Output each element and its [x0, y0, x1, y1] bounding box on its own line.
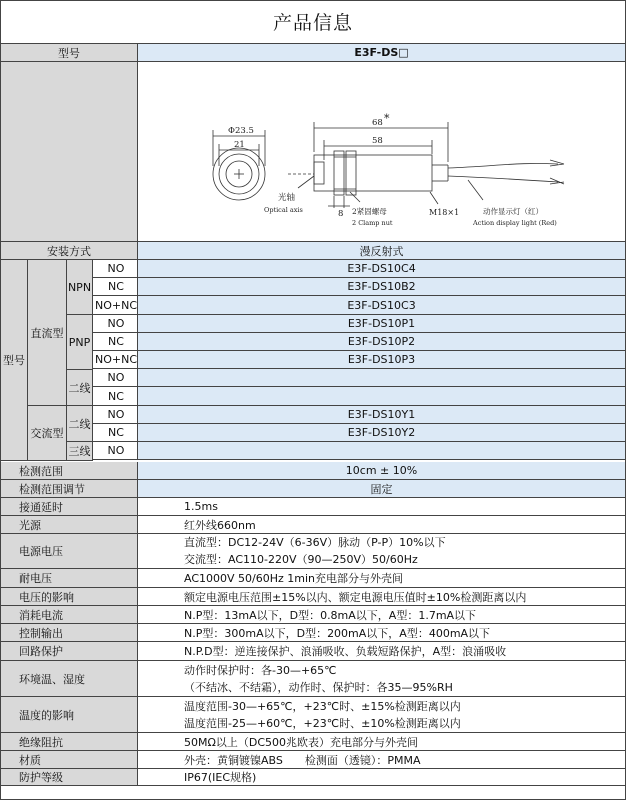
dimension-diagram — [138, 62, 625, 241]
spec-value-line-2: （不结冰、不结霜），动作时、保护时：各35—95%RH — [184, 680, 453, 694]
type-row — [93, 442, 625, 460]
dim-inner: 21 — [234, 140, 245, 150]
spec-label: 环境温、湿度 — [1, 661, 138, 696]
clamp-nut-2 — [346, 151, 356, 195]
type-row — [93, 278, 625, 296]
output-type: NO — [93, 406, 138, 423]
output-type: NO+NC — [95, 353, 138, 366]
type-group-label: 型号 — [1, 260, 28, 461]
model-number: E3F-DS10P2 — [138, 333, 625, 350]
spec-value-line: 红外线660nm — [184, 518, 256, 532]
spec-label: 电压的影响 — [1, 588, 138, 605]
spec-row — [1, 697, 625, 733]
optical-axis-en: Optical axis — [264, 206, 303, 214]
spec-value-line: AC1000V 50/60Hz 1min充电部分与外壳间 — [184, 572, 404, 585]
clamp-nut-cn: 2紧固螺母 — [352, 207, 387, 216]
model-value: E3F-DS□ — [138, 44, 625, 61]
spec-value-line: 外壳：黄铜镀镍ABS 检测面（透镜）：PMMA — [184, 753, 421, 767]
spec-label: 绝缘阻抗 — [1, 733, 138, 750]
spec-label: 材质 — [1, 751, 138, 768]
type-row — [93, 260, 625, 278]
spec-row — [1, 642, 625, 661]
output-type: NC — [93, 278, 138, 295]
spec-label: 防护等级 — [1, 769, 138, 785]
spec-value — [138, 498, 625, 515]
diagram-label-cell — [1, 62, 138, 241]
install-label: 安装方式 — [1, 242, 138, 259]
spec-label: 回路保护 — [1, 642, 138, 660]
npn-label: NPN — [67, 260, 93, 315]
type-row — [93, 351, 625, 369]
dim-star: * — [384, 112, 390, 125]
spec-row — [1, 751, 625, 769]
type-row — [93, 369, 625, 387]
spec-row — [1, 606, 625, 624]
spec-row — [1, 480, 625, 498]
cable — [448, 163, 558, 168]
install-value: 漫反射式 — [138, 242, 625, 259]
sensor-body — [314, 155, 432, 191]
spec-value-line: 10cm ± 10% — [345, 464, 418, 477]
spec-value — [138, 661, 625, 696]
model-number: E3F-DS10C4 — [138, 260, 625, 277]
model-number: E3F-DS10Y2 — [138, 424, 625, 441]
page-title: 产品信息 — [1, 1, 625, 44]
spec-row — [1, 624, 625, 642]
dc-type-label: 直流型 — [28, 260, 67, 406]
spec-row — [1, 516, 625, 534]
ac-three-wire-label: 三线 — [67, 442, 93, 461]
diagram-row — [1, 62, 625, 242]
ac-two-wire-label: 二线 — [67, 406, 93, 442]
output-type: NO+NC — [93, 296, 138, 314]
model-number: E3F-DS10C3 — [138, 296, 625, 314]
model-number: E3F-DS10B2 — [138, 278, 625, 295]
spec-value — [138, 569, 625, 587]
dim-nut-width: 8 — [338, 209, 344, 219]
spec-row — [1, 569, 625, 588]
spec-label: 检测范围调节 — [1, 480, 138, 497]
spec-value-line: 动作时保护时：各-30—+65℃ — [184, 663, 337, 677]
clamp-nut-1 — [334, 151, 344, 195]
output-type: NO — [93, 260, 138, 277]
spec-label: 耐电压 — [1, 569, 138, 587]
spec-value — [138, 534, 625, 568]
ac-type-label: 交流型 — [28, 406, 67, 461]
action-light-cn: 动作显示灯（红） — [483, 207, 543, 216]
model-number: E3F-DS10P1 — [138, 315, 625, 332]
model-number: E3F-DS10P3 — [138, 351, 625, 368]
type-row — [93, 333, 625, 351]
spec-value — [138, 516, 625, 533]
model-row — [1, 44, 625, 62]
spec-row — [1, 534, 625, 569]
dim-diameter: Φ23.5 — [228, 126, 254, 136]
type-row — [93, 406, 625, 424]
spec-label: 检测范围 — [1, 462, 138, 479]
spec-value-line-2: 温度范围-25—+60℃，+23℃时、±10%检测距离以内 — [184, 716, 461, 730]
spec-value-line: 额定电源电压范围±15%以内、额定电源电压值时±10%检测距离以内 — [184, 590, 527, 604]
optical-axis-cn: 光轴 — [278, 193, 296, 203]
spec-value — [138, 733, 625, 750]
spec-value — [138, 588, 625, 605]
spec-value-line: N.P型：300mA以下，D型：200mA以下，A型：400mA以下 — [184, 626, 491, 640]
spec-value — [138, 624, 625, 641]
spec-row — [1, 661, 625, 697]
model-label: 型号 — [1, 44, 138, 61]
spec-row — [1, 462, 625, 480]
install-row — [1, 242, 625, 260]
spec-value — [138, 751, 625, 768]
spec-label: 光源 — [1, 516, 138, 533]
output-type: NO — [93, 442, 138, 459]
spec-row — [1, 588, 625, 606]
spec-label: 接通延时 — [1, 498, 138, 515]
output-type: NC — [93, 387, 138, 405]
spec-row — [1, 733, 625, 751]
output-type: NO — [93, 369, 138, 386]
dim-total-length: 68 — [372, 118, 383, 128]
spec-value-line: N.P.D型：逆连接保护、浪涌吸收、负载短路保护，A型：浪涌吸收 — [184, 645, 507, 658]
sensor-dimension-drawing — [138, 62, 625, 241]
spec-value — [138, 642, 625, 660]
spec-value — [138, 606, 625, 623]
spec-value — [138, 697, 625, 732]
model-number — [138, 387, 625, 405]
output-type: NC — [93, 333, 138, 350]
spec-value-line: 50MΩ以上（DC500兆欧表）充电部分与外壳间 — [184, 735, 419, 749]
model-number — [138, 369, 625, 386]
spec-label: 控制输出 — [1, 624, 138, 641]
type-row — [93, 424, 625, 442]
spec-row — [1, 769, 625, 786]
pnp-label: PNP — [67, 315, 93, 370]
type-row — [93, 315, 625, 333]
spec-label: 电源电压 — [1, 534, 138, 568]
output-type: NO — [93, 315, 138, 332]
clamp-nut-en: 2 Clamp nut — [352, 219, 393, 227]
dim-body-length: 58 — [372, 136, 383, 146]
spec-value-line: 直流型：DC12-24V（6-36V）脉动（P-P）10%以下 — [184, 536, 446, 549]
model-number — [138, 442, 625, 459]
thread-spec: M18×1 — [429, 208, 460, 217]
type-row — [93, 296, 625, 315]
spec-value — [138, 480, 625, 497]
spec-value-line-2: 交流型：AC110-220V（90—250V）50/60Hz — [184, 553, 418, 566]
spec-value-line: 温度范围-30—+65℃，+23℃时、±15%检测距离以内 — [184, 699, 461, 713]
spec-value-line: N.P型：13mA以下，D型：0.8mA以下，A型：1.7mA以下 — [184, 608, 477, 622]
spec-value — [138, 462, 625, 479]
spec-label: 温度的影响 — [1, 697, 138, 732]
type-row — [93, 387, 625, 406]
spec-value-line: IP67(IEC规格) — [184, 771, 257, 784]
spec-value-line: 1.5ms — [184, 500, 218, 513]
model-number: E3F-DS10Y1 — [138, 406, 625, 423]
action-light-en: Action display light (Red) — [473, 219, 557, 227]
spec-value — [138, 769, 625, 785]
spec-row — [1, 498, 625, 516]
spec-label: 消耗电流 — [1, 606, 138, 623]
spec-value-line: 固定 — [370, 482, 393, 496]
dc-two-wire-label: 二线 — [67, 370, 93, 406]
output-type: NC — [93, 424, 138, 441]
